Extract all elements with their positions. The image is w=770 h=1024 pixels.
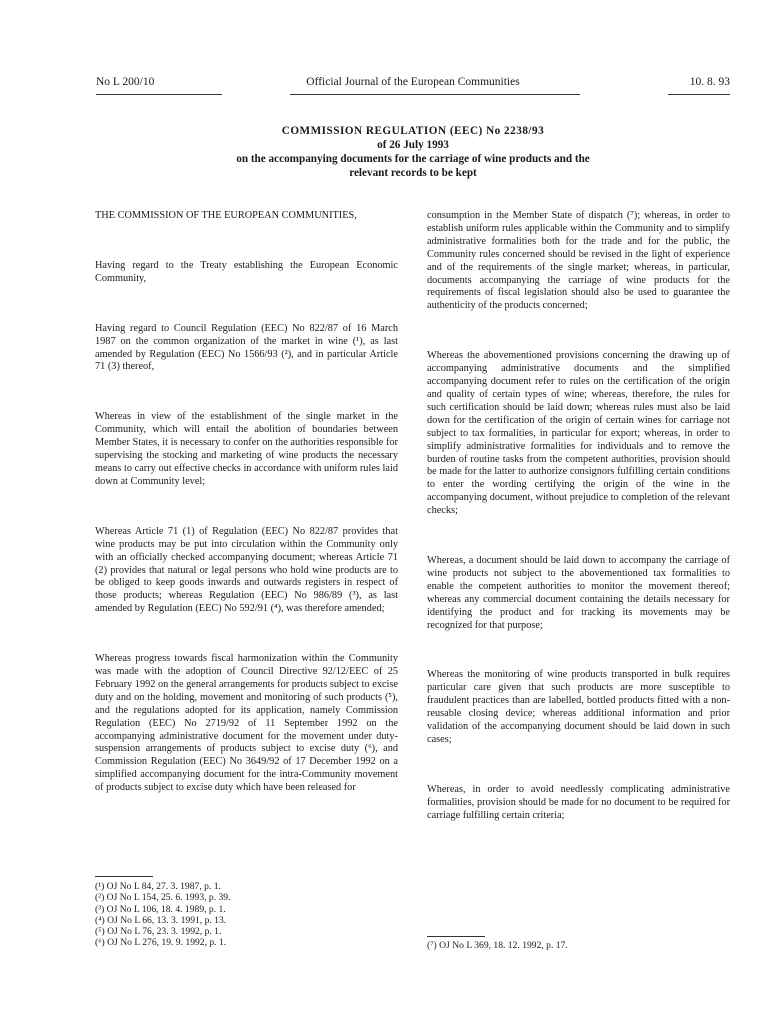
footnote-3: (³) OJ No L 106, 18. 4. 1989, p. 1.	[95, 903, 226, 915]
recital-single-market: Whereas in view of the establishment of the single market in the Community, which will entail the abolition of boundaries between Member States, it is necessary to confer on the authorities responsible for supervising the stocking and marketing of wine products the necessary means to carry out effective checks in accordance with uniform rules laid down at Community level;	[95, 411, 398, 487]
footnote-2: (²) OJ No L 154, 25. 6. 1993, p. 39.	[95, 892, 231, 904]
publication-date: 10. 8. 93	[689, 76, 730, 88]
recital-commercial-document: Whereas, a document should be laid down to accompany the carriage of wine products not subject to the abovementioned tax formalities to enable the competent authorities to monitor the movement thereof; whereas any commercial document containing the details necessary for identifying the product and for tracking its movements may be recognized for that purpose;	[427, 555, 730, 631]
right-column	[427, 210, 730, 823]
footnote-7: (⁷) OJ No L 369, 18. 12. 1992, p. 17.	[427, 940, 568, 951]
regulation-subject-line-2: relevant records to be kept	[349, 167, 477, 179]
page-header	[96, 76, 730, 94]
recital-uniform-rules: consumption in the Member State of dispatch (⁷); whereas, in order to establish uniform rules applicable within the Community and to simplify administrative formalities both for the trade and for the public, the Community rules concerned should be revised in the light of experience and of the requirements of the single market; whereas, in particular, documents accompanying the carriage of wine products for the requirements of fiscal legislation should also be used to guarantee the authenticity of the products concerned;	[427, 210, 730, 312]
right-footnotes	[427, 940, 568, 951]
citation-treaty: Having regard to the Treaty establishing the European Economic Community,	[95, 259, 398, 284]
recital-bulk-transport: Whereas the monitoring of wine products transported in bulk requires particular care given that such products are more susceptible to fraudulent practices than are labelled, bottled products fitted with a non-reusable closing device; whereas additional information and prior validation of the accompanying document should be laid down in such cases;	[427, 669, 730, 745]
header-rule-right	[668, 94, 730, 95]
footnote-1: (¹) OJ No L 84, 27. 3. 1987, p. 1.	[95, 881, 221, 892]
citation-council-regulation: Having regard to Council Regulation (EEC) No 822/87 of 16 March 1987 on the common organization of the market in wine (¹), as last amended by Regulation (EEC) No 1566/93 (²), and in particular Article 71 (3) thereof,	[95, 322, 398, 373]
footnote-rule-right	[427, 936, 485, 937]
recital-fiscal-harmonization: Whereas progress towards fiscal harmonization within the Community was made with the adoption of Council Directive 92/12/EEC of 25 February 1992 on the general arrangements for products subject to excise duty and on the holding, movement and monitoring of such products (⁵), and the regulations adopted for its application, namely Commission Regulation (EEC) No 2719/92 of 11 September 1992 on the accompanying administrative document for the movement under duty-suspension arrangements of products subject to excise duty (⁶), and Commission Regulation (EEC) No 3649/92 of 17 December 1992 on a simplified accompanying document for the intra-Community movement of products subject to excise duty which have been released for	[95, 653, 398, 794]
header-rule-left	[96, 94, 222, 95]
footnote-rule-left	[95, 876, 153, 877]
regulation-number: COMMISSION REGULATION (EEC) No 2238/93	[281, 125, 545, 137]
recital-article-71: Whereas Article 71 (1) of Regulation (EEC) No 822/87 provides that wine products may be put into circulation within the Community only with an officially checked accompanying document; whereas Article 71 (2) provides that natural or legal persons who hold wine products are to be obliged to keep goods inwards and outwards registers in respect of those products; whereas Regulation (EEC) No 986/89 (³), as last amended by Regulation (EEC) No 592/91 (⁴), was therefore amended;	[95, 525, 398, 615]
regulation-date: of 26 July 1993	[377, 139, 449, 151]
recital-no-document: Whereas, in order to avoid needlessly complicating administrative formalities, provision should be made for no document to be required for carriage fulfilling certain criteria;	[427, 783, 730, 821]
footnote-4: (⁴) OJ No L 66, 13. 3. 1991, p. 13.	[95, 914, 227, 926]
left-column	[95, 210, 398, 795]
journal-issue-number: No L 200/10	[96, 76, 155, 88]
header-rule-center	[290, 94, 580, 95]
left-footnotes	[95, 881, 231, 949]
footnote-6: (⁶) OJ No L 276, 19. 9. 1992, p. 1.	[95, 937, 227, 949]
regulation-title	[96, 124, 730, 180]
preamble-intro: THE COMMISSION OF THE EUROPEAN COMMUNITIES,	[95, 210, 357, 221]
journal-title: Official Journal of the European Communities	[306, 76, 520, 88]
footnote-5: (⁵) OJ No L 76, 23. 3. 1992, p. 1.	[95, 926, 222, 938]
regulation-subject-line-1: on the accompanying documents for the carriage of wine products and the	[236, 153, 590, 165]
recital-certification: Whereas the abovementioned provisions concerning the drawing up of accompanying administrative documents and the simplified accompanying document refer to rules on the certification of the origin and quality of certain types of wine; whereas, therefore, the rules for such certification should be laid down; whereas rules must also be laid down for the certification of the origin of certain wines for carriage not subject to tax formalities, in particular for export; whereas, in order to simplify administrative formalities for individuals and to remove the burden of routine tasks from the competent authorities, provision should be made for the latter to authorize consignors fulfilling certain conditions to enter the wording certifying the origin of the wine in the accompanying document, without prejudice to completion of the relevant checks;	[427, 350, 730, 517]
